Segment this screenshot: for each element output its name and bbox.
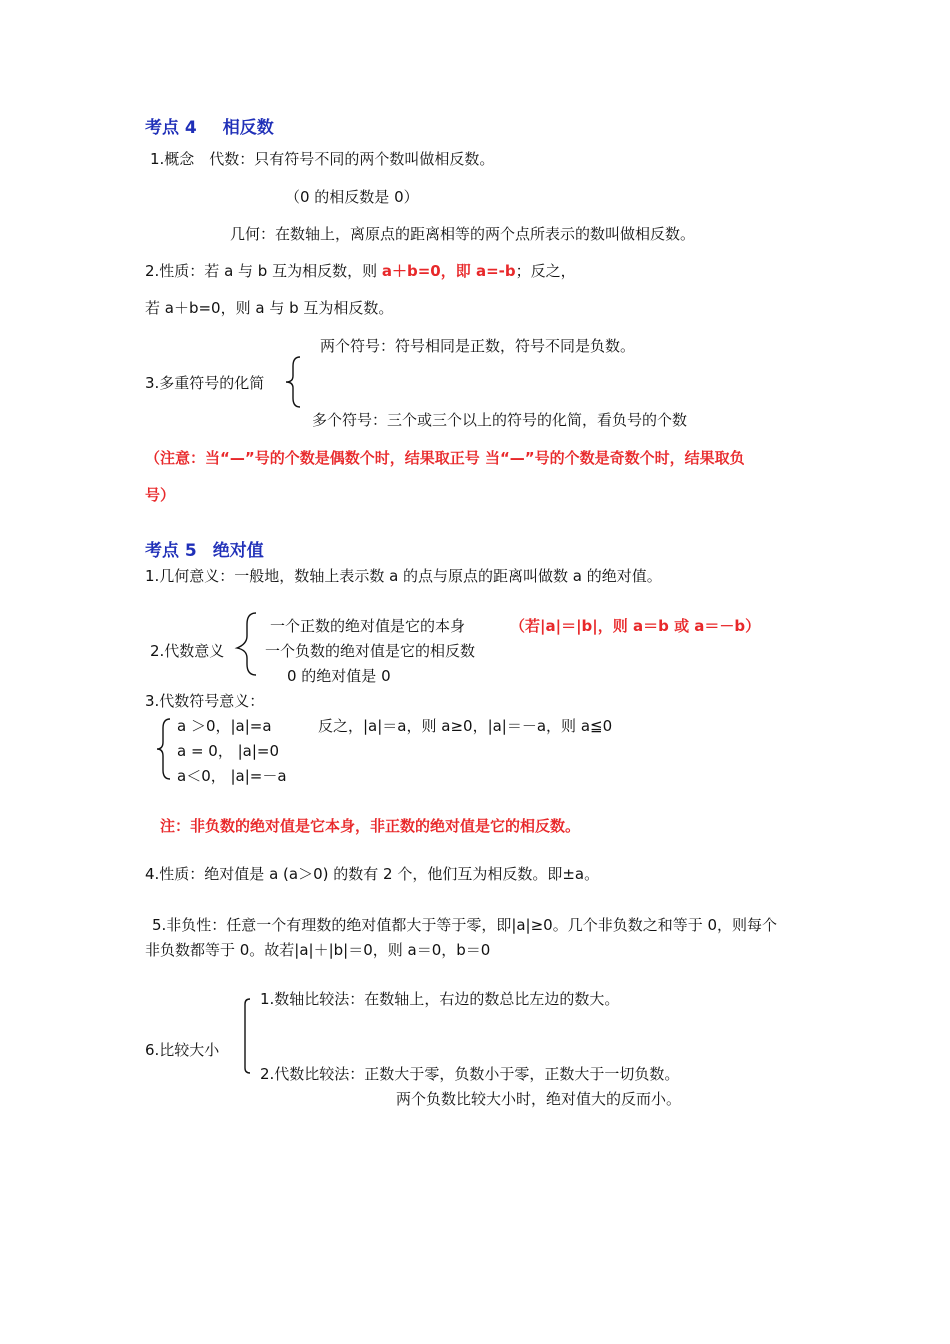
sign-meaning-label: 3.代数符号意义：	[145, 692, 265, 710]
section-5-title	[145, 541, 264, 561]
algebraic-method: 2.代数比较法：正数大于零，负数小于零，正数大于一切负数。	[260, 1065, 680, 1083]
non-negativity-line-1: 5.非负性：任意一个有理数的绝对值都大于等于零，即|a|≥0。几个非负数之和等于 0，则每个	[152, 916, 778, 934]
concept-line: 1.概念 代数：只有符号不同的两个数叫做相反数。	[150, 150, 495, 168]
positive-case: a ＞0，|a|=a	[177, 717, 272, 735]
left-brace-icon	[284, 356, 304, 408]
negative-case: a＜0， |a|=－a	[177, 767, 287, 785]
multi-sign-label: 3.多重符号的化简	[145, 374, 265, 392]
section-4-title	[145, 118, 274, 138]
negative-compare-rule: 两个负数比较大小时，绝对值大的反而小。	[396, 1090, 682, 1108]
non-negativity-line-2: 非负数都等于 0。故若|a|＋|b|＝0，则 a＝0，b＝0	[145, 941, 491, 959]
converse-case: 反之，|a|＝a，则 a≥0，|a|＝－a，则 a≦0	[318, 717, 613, 735]
property-4: 4.性质：绝对值是 a (a＞0) 的数有 2 个，他们互为相反数。即±a。	[145, 865, 600, 883]
zero-abs-rule: 0 的绝对值是 0	[287, 667, 391, 685]
section-5-name: 绝对值	[212, 541, 264, 561]
many-signs-rule: 多个符号：三个或三个以上的符号的化简，看负号的个数	[312, 411, 688, 429]
two-signs-rule: 两个符号：符号相同是正数，符号不同是负数。	[320, 337, 636, 355]
zero-opposite-note: （0 的相反数是 0）	[285, 188, 419, 206]
section-4-number: 考点 4	[145, 118, 197, 138]
positive-abs-rule: 一个正数的绝对值是它的本身	[270, 617, 466, 635]
equal-abs-note: （若|a|＝|b|，则 a＝b 或 a＝－b）	[510, 617, 761, 635]
left-brace-icon	[234, 612, 258, 676]
geometric-meaning: 1.几何意义：一般地，数轴上表示数 a 的点与原点的距离叫做数 a 的绝对值。	[145, 567, 662, 585]
left-brace-icon	[156, 718, 174, 780]
property-line	[145, 261, 576, 281]
section-4-name: 相反数	[222, 118, 274, 138]
converse-line: 若 a＋b=0，则 a 与 b 互为相反数。	[145, 299, 394, 317]
zero-case: a = 0， |a|=0	[177, 742, 280, 760]
abs-note: 注：非负数的绝对值是它本身，非正数的绝对值是它的相反数。	[160, 817, 581, 835]
note-line-2: 号）	[145, 486, 176, 504]
negative-abs-rule: 一个负数的绝对值是它的相反数	[265, 642, 476, 660]
compare-size-label: 6.比较大小	[145, 1041, 220, 1059]
note-line-1: （注意：当“—”号的个数是偶数个时，结果取正号 当“—”号的个数是奇数个时，结果取负	[145, 449, 745, 467]
left-bracket-icon	[238, 998, 252, 1074]
algebraic-meaning-label: 2.代数意义	[150, 642, 225, 660]
geometry-definition: 几何：在数轴上，离原点的距离相等的两个点所表示的数叫做相反数。	[230, 225, 696, 243]
property-text: 2.性质：若 a 与 b 互为相反数，则	[145, 262, 382, 280]
property-tail: ；反之，	[515, 262, 576, 280]
section-5-number: 考点 5	[145, 541, 197, 561]
property-formula: a＋b=0，即 a=-b	[381, 262, 516, 280]
number-line-method: 1.数轴比较法：在数轴上，右边的数总比左边的数大。	[260, 990, 620, 1008]
